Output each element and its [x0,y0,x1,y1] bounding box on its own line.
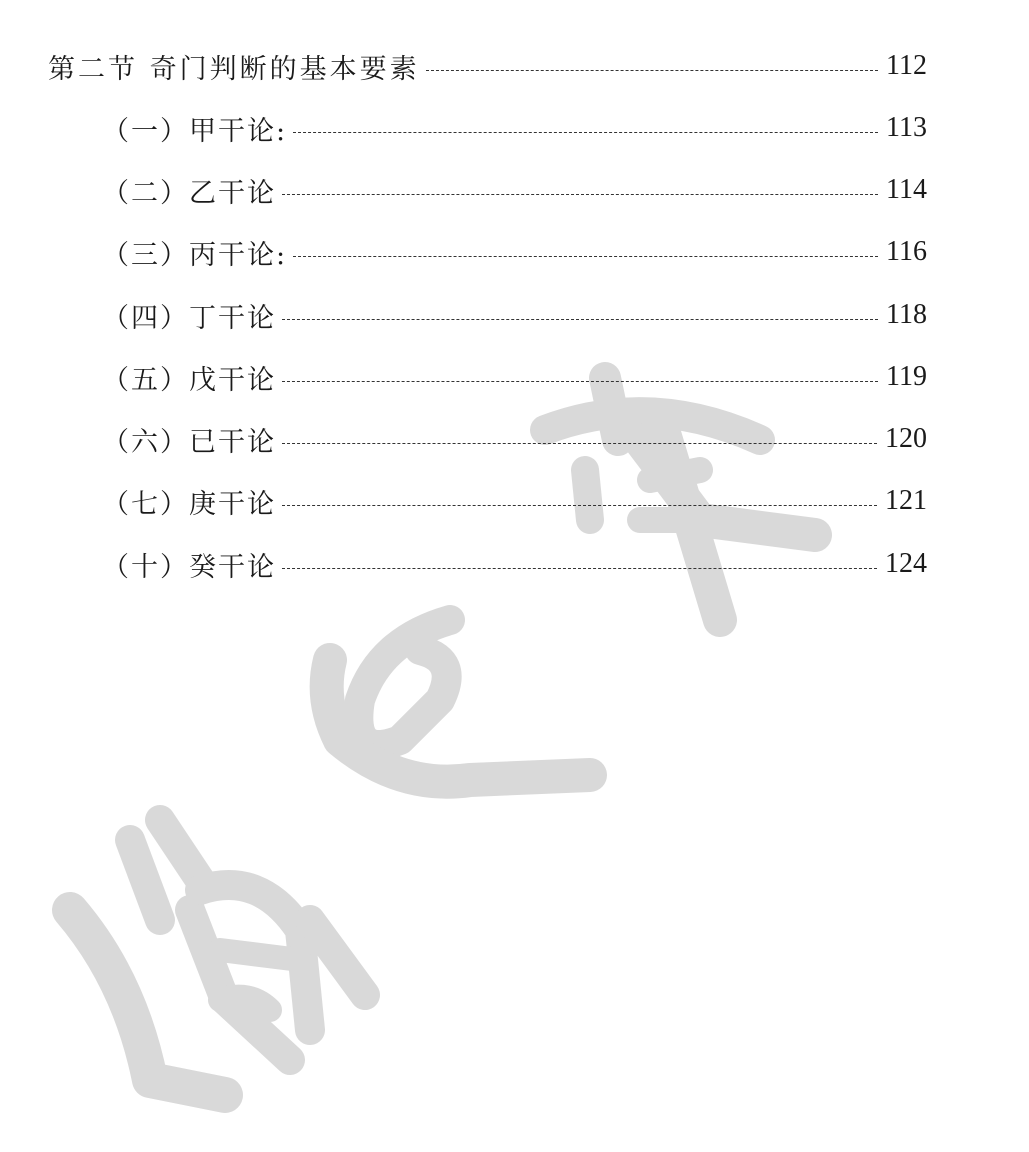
toc-page-number: 121 [885,485,927,516]
dot-leader [293,256,878,257]
toc-entry-label: （十）癸干论 [102,551,276,583]
toc-entry-label: （四）丁干论 [102,302,276,334]
toc-section-row[interactable] [48,46,927,86]
toc-entry-row[interactable] [102,357,927,397]
dot-leader [426,70,878,71]
toc-section-label: 第二节 奇门判断的基本要素 [48,53,420,85]
toc-page-number: 118 [886,299,927,330]
toc-page-number: 120 [885,423,927,454]
toc-page-number: 119 [886,361,927,392]
dot-leader [282,319,878,320]
toc-entry-label: （六）已干论 [102,426,276,458]
toc-entry-row[interactable] [102,481,927,521]
toc-page-number: 112 [886,50,927,81]
toc-entry-row[interactable] [102,544,927,584]
dot-leader [282,381,878,382]
dot-leader [282,443,877,444]
toc-entry-row[interactable] [102,170,927,210]
dot-leader [282,568,877,569]
toc-entry-label: （七）庚干论 [102,488,276,520]
toc-entry-row[interactable] [102,232,927,272]
dot-leader [293,132,878,133]
toc-entry-label: （二）乙干论 [102,177,276,209]
toc-entry-row[interactable] [102,108,927,148]
toc-entry-row[interactable] [102,295,927,335]
toc-page-number: 124 [885,548,927,579]
toc-entry-label: （五）戊干论 [102,364,276,396]
toc-page-number: 116 [886,236,927,267]
toc-entry-row[interactable] [102,419,927,459]
toc-page-number: 114 [886,174,927,205]
toc-entry-label: （一）甲干论: [102,115,288,147]
dot-leader [282,194,878,195]
toc-page-number: 113 [886,112,927,143]
dot-leader [282,505,877,506]
toc-entry-label: （三）丙干论: [102,239,288,271]
